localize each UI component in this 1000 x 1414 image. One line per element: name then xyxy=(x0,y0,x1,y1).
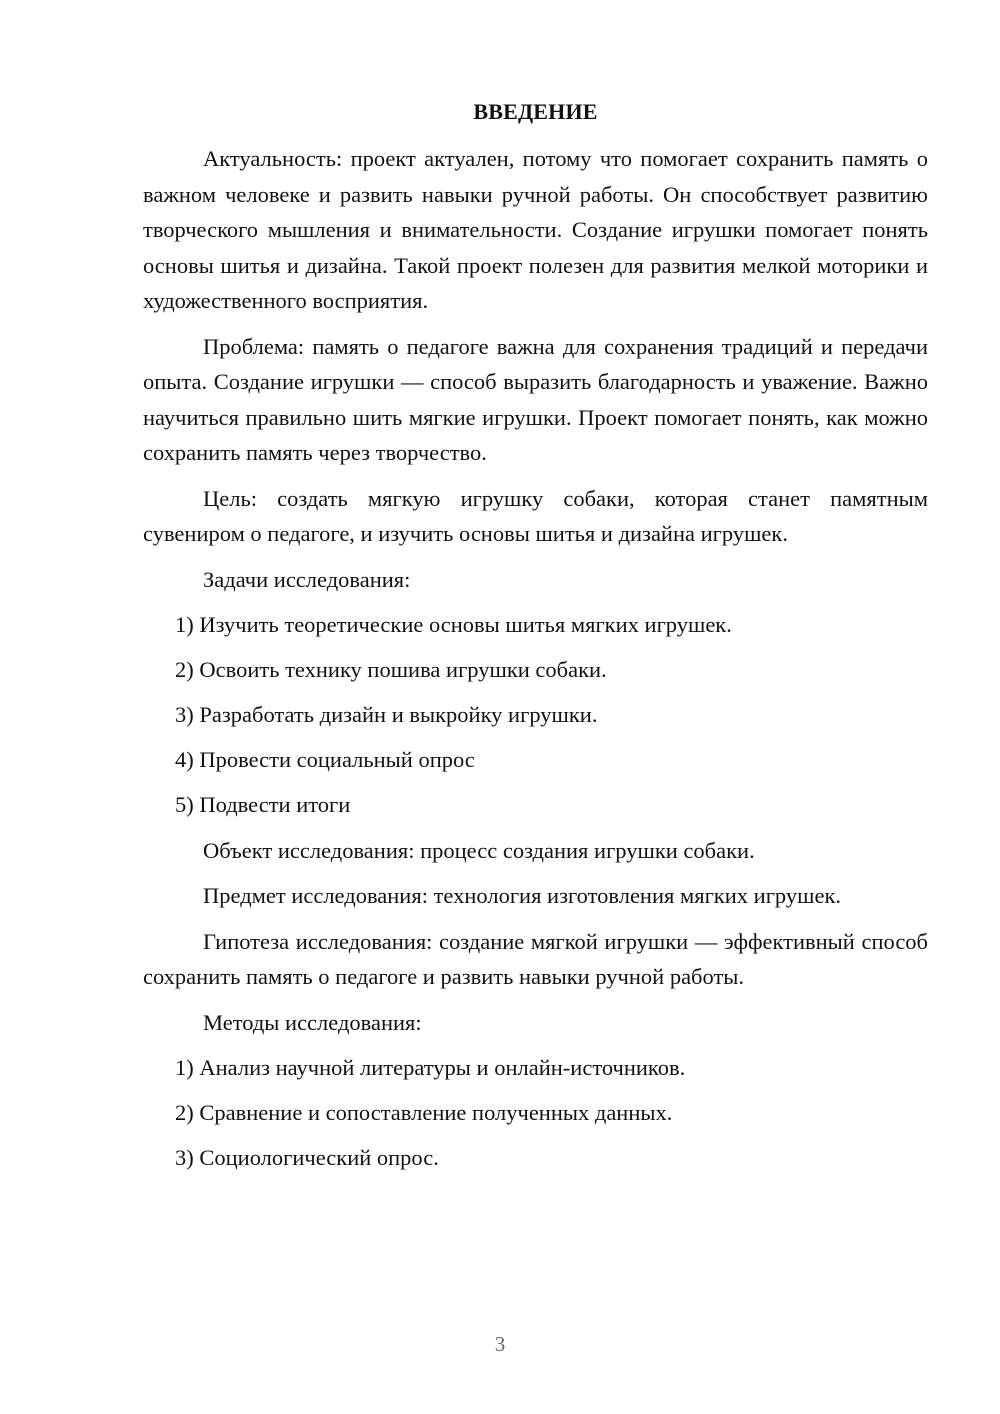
method-item: 1) Анализ научной литературы и онлайн-источников. xyxy=(175,1055,686,1080)
hypothesis-paragraph: Гипотеза исследования: создание мягкой игрушки — эффективный способ сохранить память о педагоге и развить навыки ручной работы. xyxy=(143,928,928,989)
object-paragraph: Объект исследования: процесс создания игрушки собаки. xyxy=(203,837,755,863)
method-item: 2) Сравнение и сопоставление полученных данных. xyxy=(175,1100,673,1125)
task-item: 3) Разработать дизайн и выкройку игрушки. xyxy=(175,702,598,727)
method-item: 3) Социологический опрос. xyxy=(175,1145,439,1170)
task-item: 5) Подвести итоги xyxy=(175,792,351,817)
methods-label: Методы исследования: xyxy=(203,1009,422,1035)
methods-list xyxy=(143,1050,928,1176)
problem-paragraph: Проблема: память о педагоге важна для сохранения традиций и передачи опыта. Создание игрушки — способ выразить благодарность и уважение. Важно научиться правильно шить мягкие игрушки. Проект помогает понять, как можно сохранить память через творчество. xyxy=(143,333,928,465)
task-item: 4) Провести социальный опрос xyxy=(175,747,475,772)
relevance-paragraph: Актуальность: проект актуален, потому что помогает сохранить память о важном человеке и развить навыки ручной работы. Он способствует развитию творческого мышления и внимательности. Создание игрушки помогает понять основы шитья и дизайна. Такой проект полезен для развития мелкой моторики и художественного восприятия. xyxy=(143,146,928,313)
goal-paragraph: Цель: создать мягкую игрушку собаки, которая станет памятным сувениром о педагоге, и изучить основы шитья и дизайна игрушек. xyxy=(143,485,928,546)
page-number: 3 xyxy=(494,1332,506,1356)
task-item: 1) Изучить теоретические основы шитья мягких игрушек. xyxy=(175,612,732,637)
task-item: 2) Освоить технику пошива игрушки собаки. xyxy=(175,657,607,682)
page-content xyxy=(143,94,928,1186)
tasks-list xyxy=(143,607,928,823)
tasks-label: Задачи исследования: xyxy=(203,566,411,592)
subject-paragraph: Предмет исследования: технология изготовления мягких игрушек. xyxy=(203,883,841,908)
section-heading: ВВЕДЕНИЕ xyxy=(473,99,598,124)
